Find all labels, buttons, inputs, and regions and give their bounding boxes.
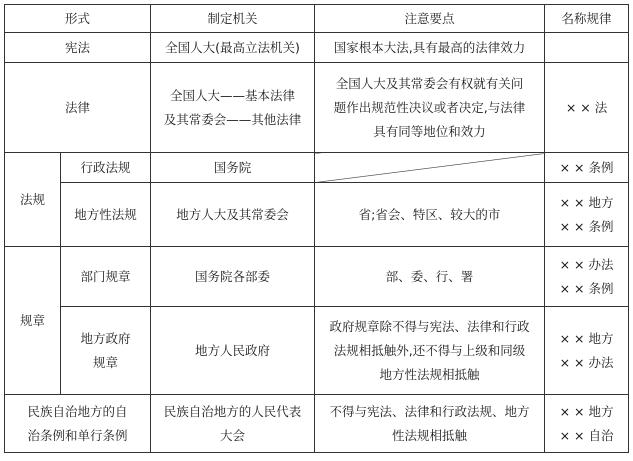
group-label-regulations: 法规 [5, 153, 61, 247]
header-row [5, 5, 629, 33]
naming-local-regulation [545, 183, 629, 247]
notes-local-gov-rule-line2: 法规相抵触外,还不得与上级和同级 [333, 342, 526, 358]
naming-local-regulation-line1: × × 地方 [559, 194, 614, 210]
maker-dept-rule: 国务院各部委 [151, 247, 315, 307]
notes-law-line1: 全国人大及其常委会有权就有关问 [335, 75, 524, 91]
notes-local-regulation: 省;省会、特区、较大的市 [315, 183, 545, 247]
form-local-gov-rule-line2: 规章 [93, 354, 119, 370]
form-autonomous [5, 395, 151, 453]
form-constitution: 宪法 [5, 33, 151, 63]
notes-autonomous-line2: 性法规相抵触 [392, 427, 468, 443]
header-naming: 名称规律 [545, 5, 629, 33]
naming-autonomous-line1: × × 地方 [559, 403, 614, 419]
maker-law [151, 63, 315, 153]
legislation-table [4, 4, 629, 453]
naming-law: × × 法 [545, 63, 629, 153]
form-local-regulation: 地方性法规 [61, 183, 151, 247]
naming-local-gov-rule [545, 307, 629, 395]
table-row-autonomous [5, 395, 629, 453]
maker-local-gov-rule: 地方人民政府 [151, 307, 315, 395]
table-row-constitution [5, 33, 629, 63]
table-row-admin-regulation [5, 153, 629, 183]
naming-local-gov-rule-line1: × × 地方 [559, 330, 614, 346]
naming-constitution [545, 33, 629, 63]
maker-law-line1: 全国人大——基本法律 [170, 87, 296, 103]
notes-admin-regulation-diagonal [315, 153, 545, 183]
naming-dept-rule-line2: × × 条例 [559, 280, 614, 296]
maker-autonomous-line1: 民族自治地方的人民代表 [163, 403, 302, 419]
maker-autonomous [151, 395, 315, 453]
notes-local-gov-rule [315, 307, 545, 395]
naming-local-regulation-line2: × × 条例 [559, 218, 614, 234]
table-row-local-regulation [5, 183, 629, 247]
notes-law-line3: 具有同等地位和效力 [373, 123, 486, 139]
maker-local-regulation: 地方人大及其常委会 [151, 183, 315, 247]
form-law: 法律 [5, 63, 151, 153]
maker-constitution: 全国人大(最高立法机关) [151, 33, 315, 63]
form-admin-regulation: 行政法规 [61, 153, 151, 183]
form-autonomous-line2: 治条例和单行条例 [27, 427, 128, 443]
form-local-gov-rule-line1: 地方政府 [80, 330, 131, 346]
notes-law [315, 63, 545, 153]
naming-autonomous-line2: × × 自治 [559, 427, 614, 443]
notes-constitution: 国家根本大法,具有最高的法律效力 [315, 33, 545, 63]
naming-dept-rule [545, 247, 629, 307]
naming-autonomous [545, 395, 629, 453]
table-row-local-gov-rule [5, 307, 629, 395]
notes-local-gov-rule-line3: 地方性法规相抵触 [379, 366, 480, 382]
maker-autonomous-line2: 大会 [220, 427, 246, 443]
table-row-law [5, 63, 629, 153]
header-notes: 注意要点 [315, 5, 545, 33]
header-form: 形式 [5, 5, 151, 33]
group-label-rules: 规章 [5, 247, 61, 395]
naming-admin-regulation: × × 条例 [545, 153, 629, 183]
naming-dept-rule-line1: × × 办法 [559, 256, 614, 272]
notes-dept-rule: 部、委、行、署 [315, 247, 545, 307]
notes-local-gov-rule-line1: 政府规章除不得与宪法、法律和行政 [329, 318, 530, 334]
table-row-dept-rule [5, 247, 629, 307]
form-local-gov-rule [61, 307, 151, 395]
header-maker: 制定机关 [151, 5, 315, 33]
notes-autonomous-line1: 不得与宪法、法律和行政法规、地方 [329, 403, 530, 419]
notes-autonomous [315, 395, 545, 453]
form-dept-rule: 部门规章 [61, 247, 151, 307]
maker-admin-regulation: 国务院 [151, 153, 315, 183]
naming-local-gov-rule-line2: × × 办法 [559, 354, 614, 370]
form-autonomous-line1: 民族自治地方的自 [27, 403, 128, 419]
notes-law-line2: 题作出规范性决议或者决定,与法律 [333, 99, 526, 115]
maker-law-line2: 及其常委会——其他法律 [163, 111, 302, 127]
